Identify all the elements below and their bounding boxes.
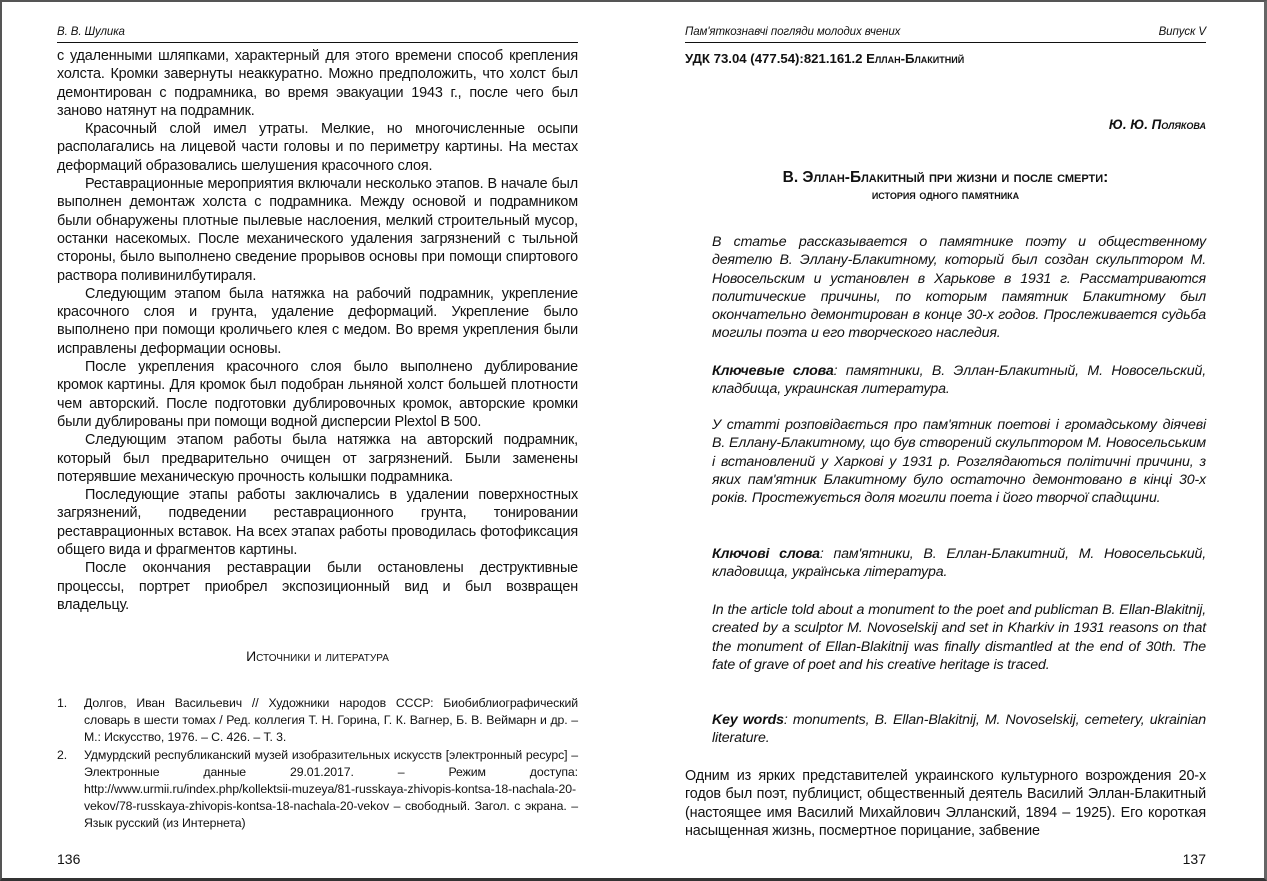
reference-item [57, 695, 578, 747]
reference-text: Долгов, Иван Васильевич // Художники народов СССР: Биобиблиографический словарь в шести томах / Ред. коллегия Т. Н. Горина, Г. К. Вагнер, Б. В. Веймарн и др. – М.: Искусство, 1976. – С. 426. – Т. 3. [84, 696, 578, 745]
reference-number: 1. [57, 696, 68, 710]
keywords-en-list: : monuments, B. Ellan-Blakitnij, M. Novoselskij, cemetery, ukrainian literature. [712, 712, 1206, 747]
keywords-ru [712, 362, 1206, 399]
paragraph: После окончания реставрации были остановлены деструктивные процессы, портрет приобрел экспозиционный вид и был возвращен владельцу. [57, 560, 578, 613]
article-title [685, 168, 1206, 203]
paragraph: Следующим этапом была натяжка на рабочий подрамник, укрепление красочного слоя и грунта, удаление деформаций. Укрепление было выполнено при помощи кроличьего клея с медом. Во время укрепления были исправлены деформации основы. [57, 285, 578, 357]
paragraph: Последующие этапы работы заключались в удалении поверхностных загрязнений, подведении реставрационного грунта, тонировании реставрационных вставок. На всех этапах работы проводилась фотофиксация общего вида и фрагментов картины. [57, 487, 578, 559]
abstract-uk: У статті розповідається про пам'ятник поетові і громадському діячеві В. Еллану-Блакитному, що був створений скульптором М. Новосельським і встановлений у Харкові у 1931 р. Розглядаються політичні причини, з яких пам'ятник Блакитному було остаточно демонтовано в кінці 30-х років. Простежується доля могили поета і його творчої спадщини. [712, 417, 1206, 507]
paragraph: с удаленными шляпками, характерный для этого времени способ крепления холста. Кромки завернуты неаккуратно. Можно предположить, что холст был демонтирован с подрамника, во время эвакуации 1943 г., после чего был заново натянут на подрамник. [57, 48, 578, 119]
paragraph: Реставрационные мероприятия включали несколько этапов. В начале был выполнен демонтаж холста с подрамника. Между основой и подрамником были обнаружены плотные пылевые наслоения, мелкий строительный мусор, останки насекомых. После механического удаления загрязнений с тыльной стороны, было выполнено сведение прорывов основы при помощи спиртового раствора поливинилбутираля. [57, 176, 578, 284]
paragraph: Одним из ярких представителей украинского культурного возрождения 20-х годов был поэт, публицист, общественный деятель Василий Эллан-Блакитный (настоящее имя Василий Михайлович Элланский, 1894 – 1925). Его короткая насыщенная жизнь, посмертное порицание, забвение [685, 768, 1206, 839]
left-page [57, 2, 578, 878]
page-number: 137 [1182, 851, 1206, 867]
paragraph: Красочный слой имел утраты. Мелкие, но многочисленные осыпи располагались на лицевой части головы и по периметру картины. На местах деформаций образовались шелушения красочного слоя. [57, 121, 578, 174]
reference-list [57, 695, 578, 833]
keywords-uk-label: Ключові слова [712, 546, 820, 562]
article-title-line2: история одного памятника [871, 187, 1020, 202]
article-title-line1: В. Эллан-Блакитный при жизни и после смерти: [782, 169, 1109, 186]
abstract-ru: В статье рассказывается о памятнике поэту и общественному деятелю В. Эллану-Блакитному, который был создан скульптором М. Новосельским и установлен в Харькове в 1931 г. Рассматриваются политические причины, по которым памятник Блакитному был окончательно демонтирован в конце 30-х годов. Прослеживается судьба могилы поэта и его творческого наследия. [712, 234, 1206, 342]
sources-heading: Источники и литература [246, 648, 389, 664]
running-head-issue: Випуск V [1158, 26, 1206, 38]
reference-item [57, 747, 578, 833]
left-page-body [57, 47, 578, 614]
keywords-uk-list: : пам'ятники, В. Еллан-Блакитний, М. Новосельський, кладовища, українська література. [712, 546, 1206, 581]
udk-number: УДК 73.04 (477.54):821.161.2 [685, 51, 863, 66]
reference-number: 2. [57, 747, 68, 762]
udk-code [685, 51, 964, 66]
udk-subject: Еллан-Блакитний [866, 51, 965, 66]
running-head-right-page [685, 26, 1206, 43]
article-author: Ю. Ю. Полякова [1108, 117, 1206, 132]
abstract-en: In the article told about a monument to the poet and publicman B. Ellan-Blakitnij, created by a sculptor M. Novoselskij and set in Kharkiv in 1931 reasons on that the monument of Ellan-Blakitnij was finally dismantled at the end of 30th. The fate of grave of poet and his creative heritage is traced. [712, 602, 1206, 673]
keywords-en-label: Key words [712, 712, 784, 728]
keywords-en [712, 711, 1206, 748]
running-head-author: В. В. Шулика [57, 26, 125, 38]
running-head-journal: Пам'яткознавчі погляди молодих вчених [685, 26, 901, 38]
right-page-body [685, 767, 1206, 840]
right-page [685, 2, 1206, 878]
running-head-left-page [57, 26, 578, 43]
keywords-uk [712, 545, 1206, 582]
reference-text: Удмурдский республиканский музей изобразительных искусств [электронный ресурс] – Электронные данные 29.01.2017. – Режим доступа: http://www.urmii.ru/index.php/kollektsii-muzeya/81-russkaya-zhivopis-kontsa-18-nachala-20-vekov/78-russkaya-zhivopis-kontsa-18-nachala-20-vekov – свободный. Загол. с экрана. – Язык русский (из Интернета) [84, 747, 578, 831]
page-number: 136 [57, 851, 81, 867]
keywords-ru-label: Ключевые слова [712, 363, 834, 379]
paragraph: После укрепления красочного слоя было выполнено дублирование кромок картины. Для кромок был подобран льняной холст большей плотности чем авторский. После подготовки дублировочных кромок, авторские кромки были дублированы при помощи водной дисперсии Plextol B 500. [57, 359, 578, 430]
paragraph: Следующим этапом работы была натяжка на авторский подрамник, который был предварительно очищен от загрязнений. Были заменены потерявшие механическую прочность колышки подрамника. [57, 432, 578, 485]
keywords-ru-list: : памятники, В. Эллан-Блакитный, М. Новосельский, кладбища, украинская литература. [712, 363, 1206, 398]
